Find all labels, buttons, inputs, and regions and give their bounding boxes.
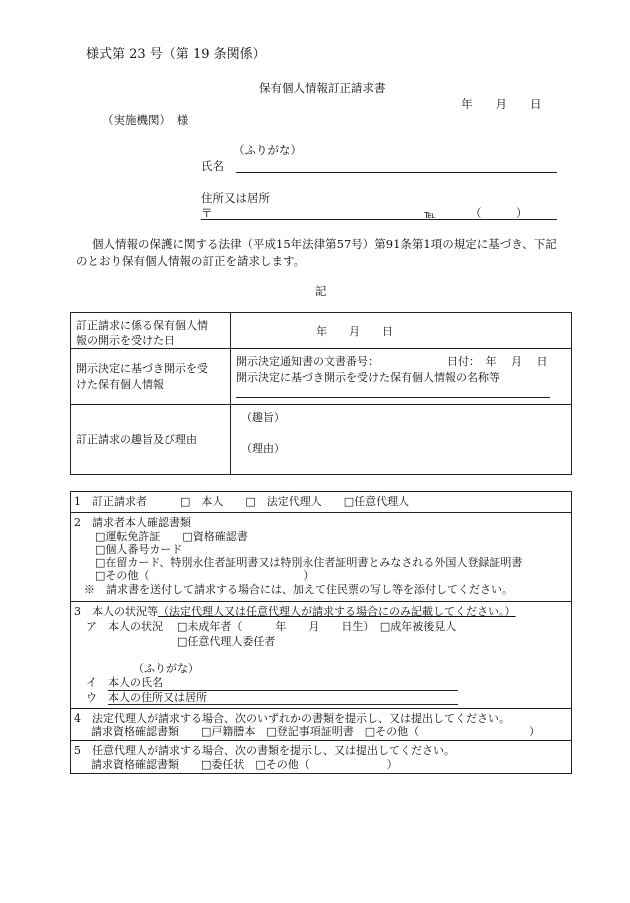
principal-name-label: イ 本人の氏名 xyxy=(86,676,163,689)
tel-label: ℡ xyxy=(424,208,436,221)
principal-status-label: ア 本人の状況 xyxy=(86,620,163,633)
section-divider xyxy=(70,512,572,513)
form-number: 様式第 23 号（第 19 条関係） xyxy=(86,47,266,62)
section-divider xyxy=(70,601,572,602)
id-docs-note: ※ 請求書を送付して請求する場合には、加えて住民票の写し等を添付してください。 xyxy=(84,583,513,596)
id-docs-option-4[interactable]: □その他（ ） xyxy=(95,569,315,582)
principal-furigana-label: （ふりがな） xyxy=(133,662,199,675)
intro-line-1: 個人情報の保護に関する法律（平成15年法律第57号）第91条第1項の規定に基づき、下記 xyxy=(92,237,557,251)
disclosed-info-name: 開示決定に基づき開示を受けた保有個人情報の名称等 xyxy=(236,371,500,384)
address-field-line[interactable] xyxy=(201,219,557,220)
voluntary-agent-title: 5 任意代理人が請求する場合、次の書類を提示し、又は提出してください。 xyxy=(74,744,455,757)
furigana-label: （ふりがな） xyxy=(233,143,302,157)
disclosure-date-label: 訂正請求に係る保有個人情 xyxy=(76,319,208,332)
purpose-label[interactable]: （趣旨） xyxy=(241,411,285,424)
disclosure-date-label-2: 報の開示を受けた日 xyxy=(76,334,175,347)
name-label: 氏名 xyxy=(201,159,224,173)
postal-mark: 〒 xyxy=(201,206,213,220)
disclosed-info-field-line[interactable] xyxy=(236,397,550,398)
table-row-divider xyxy=(70,348,572,349)
principal-status-title xyxy=(74,606,516,617)
intro-line-2: のとおり保有個人情報の訂正を請求します。 xyxy=(76,254,306,268)
addressee: （実施機関） 様 xyxy=(102,113,189,127)
notice-date[interactable]: 日付： 年 月 日 xyxy=(447,355,548,368)
disclosed-info-label-2: けた保有個人情報 xyxy=(76,378,164,391)
voluntary-agent-docs[interactable]: 請求資格確認書類 □委任状 □その他（ ） xyxy=(91,758,398,771)
principal-status-title-main: 3 本人の状況等 xyxy=(74,605,158,618)
table-divider xyxy=(230,312,231,475)
document-title: 保有個人情報訂正請求書 xyxy=(259,81,386,95)
legal-agent-docs[interactable]: 請求資格確認書類 □戸籍謄本 □登記事項証明書 □その他（ ） xyxy=(91,725,541,738)
ki-mark: 記 xyxy=(315,284,327,298)
disclosed-info-label: 開示決定に基づき開示を受 xyxy=(76,362,208,375)
notice-doc-number[interactable]: 開示決定通知書の文書番号： xyxy=(236,355,379,368)
disclosure-date-value[interactable]: 年 月 日 xyxy=(316,325,393,338)
section-divider xyxy=(70,740,572,741)
section-divider xyxy=(70,708,572,709)
date-line: 年 月 日 xyxy=(461,97,542,111)
principal-status-option-1[interactable]: □未成年者（ 年 月 日生） □成年被後見人 xyxy=(177,620,457,633)
reason-label[interactable]: （理由） xyxy=(241,442,285,455)
id-docs-option-2[interactable]: □個人番号カード xyxy=(95,543,183,556)
name-field-line[interactable] xyxy=(236,172,557,173)
purpose-reason-label: 訂正請求の趣旨及び理由 xyxy=(76,433,197,446)
tel-parens: （ ） xyxy=(470,206,528,220)
id-docs-title: 2 請求者本人確認書類 xyxy=(74,516,191,529)
principal-status-option-2[interactable]: □任意代理人委任者 xyxy=(177,635,276,648)
requester-type[interactable]: 1 訂正請求者 □ 本人 □ 法定代理人 □任意代理人 xyxy=(74,495,410,508)
principal-address-field-line[interactable] xyxy=(108,704,458,705)
address-label: 住所又は居所 xyxy=(201,191,270,205)
principal-address-label: ウ 本人の住所又は居所 xyxy=(86,691,207,704)
table-row-divider xyxy=(70,404,572,405)
legal-agent-title: 4 法定代理人が請求する場合、次のいずれかの書類を提示し、又は提出してください。 xyxy=(74,712,510,725)
id-docs-option-3[interactable]: □在留カード、特別永住者証明書又は特別永住者証明書とみなされる外国人登録証明書 xyxy=(95,556,523,569)
id-docs-option-1[interactable]: □運転免許証 □資格確認書 xyxy=(95,530,248,543)
principal-status-title-note: （法定代理人又は任意代理人が請求する場合にのみ記載してください。） xyxy=(158,605,516,618)
